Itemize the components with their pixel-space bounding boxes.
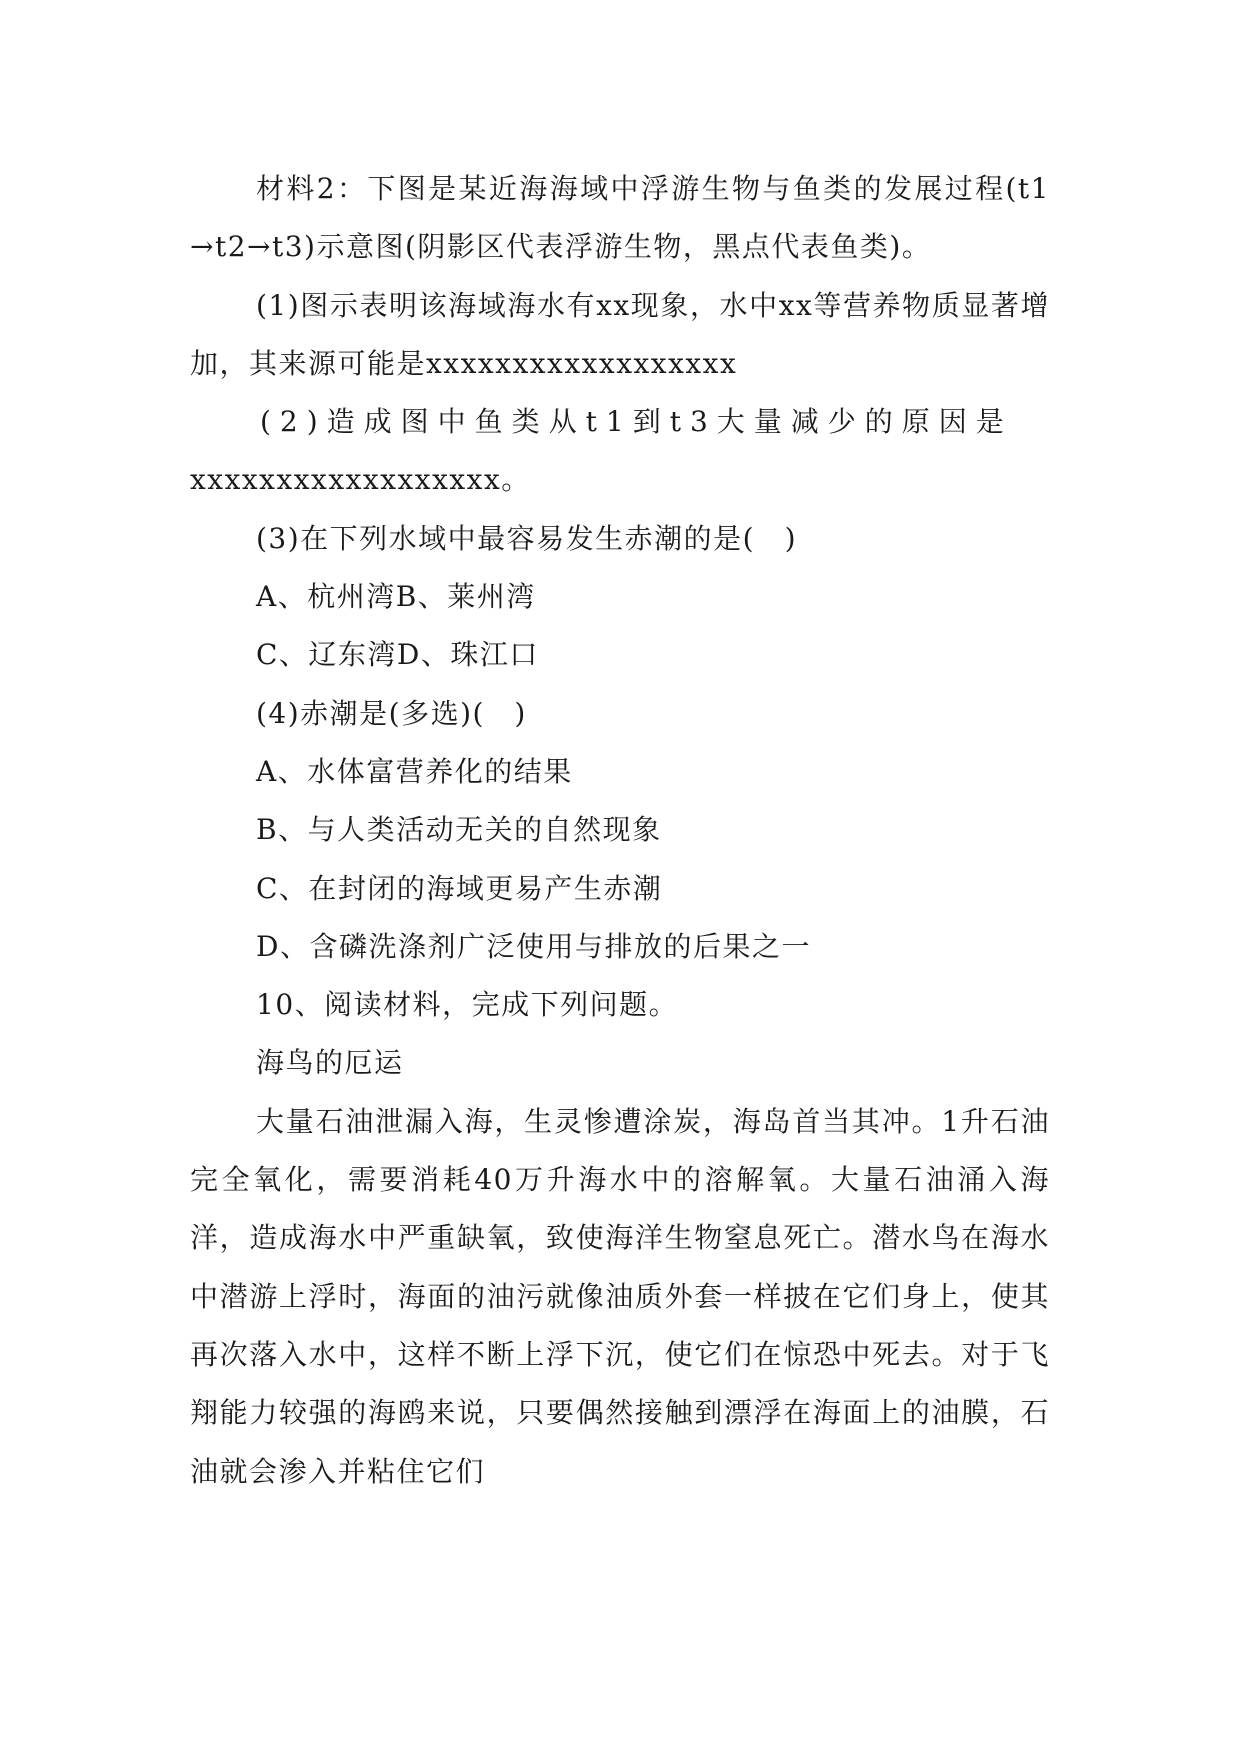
paragraph-question-3: (3)在下列水域中最容易发生赤潮的是( )	[256, 521, 798, 555]
paragraph-material-2: 材料2：下图是某近海海域中浮游生物与鱼类的发展过程(t1→t2→t3)示意图(阴影区代表浮游生物，黑点代表鱼类)。	[190, 172, 1050, 264]
option-4-c: C、在封闭的海域更易产生赤潮	[256, 871, 663, 905]
option-4-a: A、水体富营养化的结果	[256, 754, 573, 788]
paragraph-seabird-text: 大量石油泄漏入海，生灵惨遭涂炭，海岛首当其冲。1升石油完全氧化，需要消耗40万升海水中的溶解氧。大量石油涌入海洋，造成海水中严重缺氧，致使海洋生物窒息死亡。潜水鸟在海水中潜游上浮时，海面的油污就像油质外套一样披在它们身上，使其再次落入水中，这样不断上浮下沉，使它们在惊恐中死去。对于飞翔能力较强的海鸥来说，只要偶然接触到漂浮在海面上的油膜，石油就会渗入并粘住它们	[190, 1104, 1050, 1488]
paragraph-question-2: (2)造成图中鱼类从t1到t3大量减少的原因是	[260, 405, 1013, 439]
option-4-d: D、含磷洗涤剂广泛使用与排放的后果之一	[256, 929, 811, 963]
option-line-3-cd: C、辽东湾D、珠江口	[256, 638, 539, 672]
paragraph-question-1: (1)图示表明该海域海水有xx现象，水中xx等营养物质显著增加，其来源可能是xxxxxxxxxxxxxxxxxx	[190, 288, 1050, 380]
section-title: 海鸟的厄运	[256, 1046, 404, 1080]
option-4-b: B、与人类活动无关的自然现象	[256, 813, 662, 847]
paragraph-question-4: (4)赤潮是(多选)( )	[256, 696, 527, 730]
paragraph-question-2-answer: xxxxxxxxxxxxxxxxxx。	[190, 463, 531, 497]
document-body	[190, 160, 1050, 1501]
option-line-3-ab: A、杭州湾B、莱州湾	[256, 580, 536, 614]
paragraph-question-10: 10、阅读材料，完成下列问题。	[256, 988, 679, 1022]
